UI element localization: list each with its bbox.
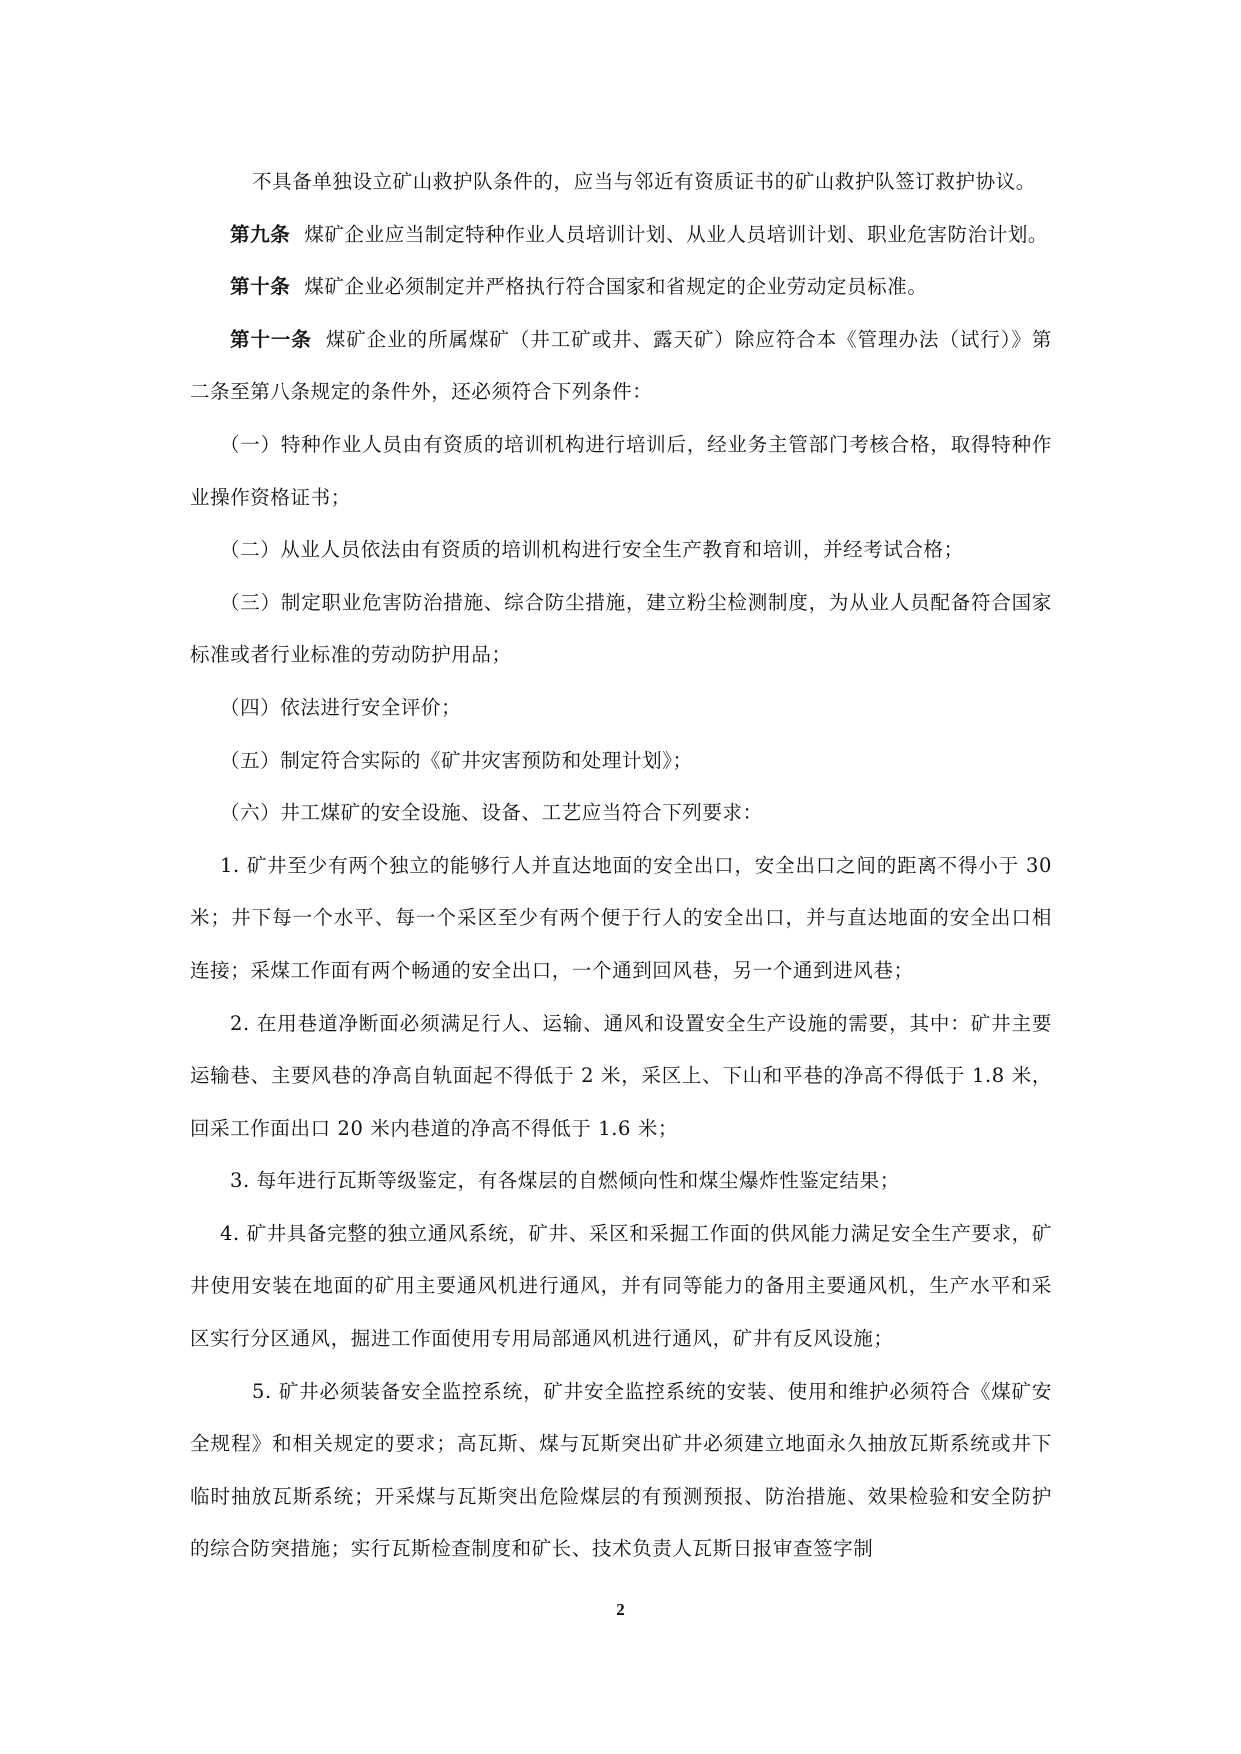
clause-5: （五）制定符合实际的《矿井灾害预防和处理计划》； xyxy=(220,748,693,772)
article-9-text: 煤矿企业应当制定特种作业人员培训计划、从业人员培训计划、职业危害防治计划。 xyxy=(304,222,1049,246)
item-5: 5. 矿井必须装备安全监控系统，矿井安全监控系统的安装、使用和维护必须符合《煤矿安全规程》和相关规定的要求；高瓦斯、煤与瓦斯突出矿井必须建立地面永久抽放瓦斯系统或井下临时抽放瓦斯系统；开采煤与瓦斯突出危险煤层的有预测预报、防治措施、效果检验和安全防护的综合防突措施；实行瓦斯检查制度和矿长、技术负责人瓦斯日报审查签字制 xyxy=(190,1379,1052,1561)
item-4: 4. 矿井具备完整的独立通风系统，矿井、采区和采掘工作面的供风能力满足安全生产要求，矿井使用安装在地面的矿用主要通风机进行通风，并有同等能力的备用主要通风机，生产水平和采区实行分区通风，掘进工作面使用专用局部通风机进行通风，矿井有反风设施； xyxy=(190,1221,1052,1351)
clause-4: （四）依法进行安全评价； xyxy=(220,695,462,719)
clause-1: （一）特种作业人员由有资质的培训机构进行培训后，经业务主管部门考核合格，取得特种作业操作资格证书； xyxy=(190,432,1052,509)
clause-2: （二）从业人员依法由有资质的培训机构进行安全生产教育和培训，并经考试合格； xyxy=(220,538,964,562)
clause-6: （六）井工煤矿的安全设施、设备、工艺应当符合下列要求： xyxy=(220,801,763,825)
item-2: 2. 在用巷道净断面必须满足行人、运输、通风和设置安全生产设施的需要，其中：矿井主要运输巷、主要风巷的净高自轨面起不得低于 2 米，采区上、下山和平巷的净高不得低于 1.8 米，回采工作面出口 20 米内巷道的净高不得低于 1.6 米； xyxy=(190,1011,1052,1140)
item-3: 3. 每年进行瓦斯等级鉴定，有各煤层的自燃倾向性和煤尘爆炸性鉴定结果； xyxy=(230,1169,900,1193)
article-10-label: 第十条 xyxy=(230,275,291,299)
item-1: 1. 矿井至少有两个独立的能够行人并直达地面的安全出口，安全出口之间的距离不得小于 30 米；井下每一个水平、每一个采区至少有两个便于行人的安全出口，并与直达地面的安全出口相连接；采煤工作面有两个畅通的安全出口，一个通到回风巷，另一个通到进风巷； xyxy=(190,853,1052,982)
clause-3: （三）制定职业危害防治措施、综合防尘措施，建立粉尘检测制度，为从业人员配备符合国家标准或者行业标准的劳动防护用品； xyxy=(190,590,1052,667)
document-body xyxy=(190,156,1052,1576)
article-11-text: 煤矿企业的所属煤矿（井工矿或井、露天矿）除应符合本《管理办法（试行）》第二条至第八条规定的条件外，还必须符合下列条件： xyxy=(190,327,1052,404)
article-10 xyxy=(190,261,1052,314)
page-number: 2 xyxy=(616,1600,625,1619)
article-10-text: 煤矿企业必须制定并严格执行符合国家和省规定的企业劳动定员标准。 xyxy=(304,275,928,299)
article-9-label: 第九条 xyxy=(230,222,291,246)
article-9 xyxy=(190,209,1052,262)
article-11 xyxy=(190,314,1052,419)
paragraph-rescue-agreement: 不具备单独设立矿山救护队条件的，应当与邻近有资质证书的矿山救护队签订救护协议。 xyxy=(252,170,1036,193)
article-11-label: 第十一条 xyxy=(230,327,312,351)
